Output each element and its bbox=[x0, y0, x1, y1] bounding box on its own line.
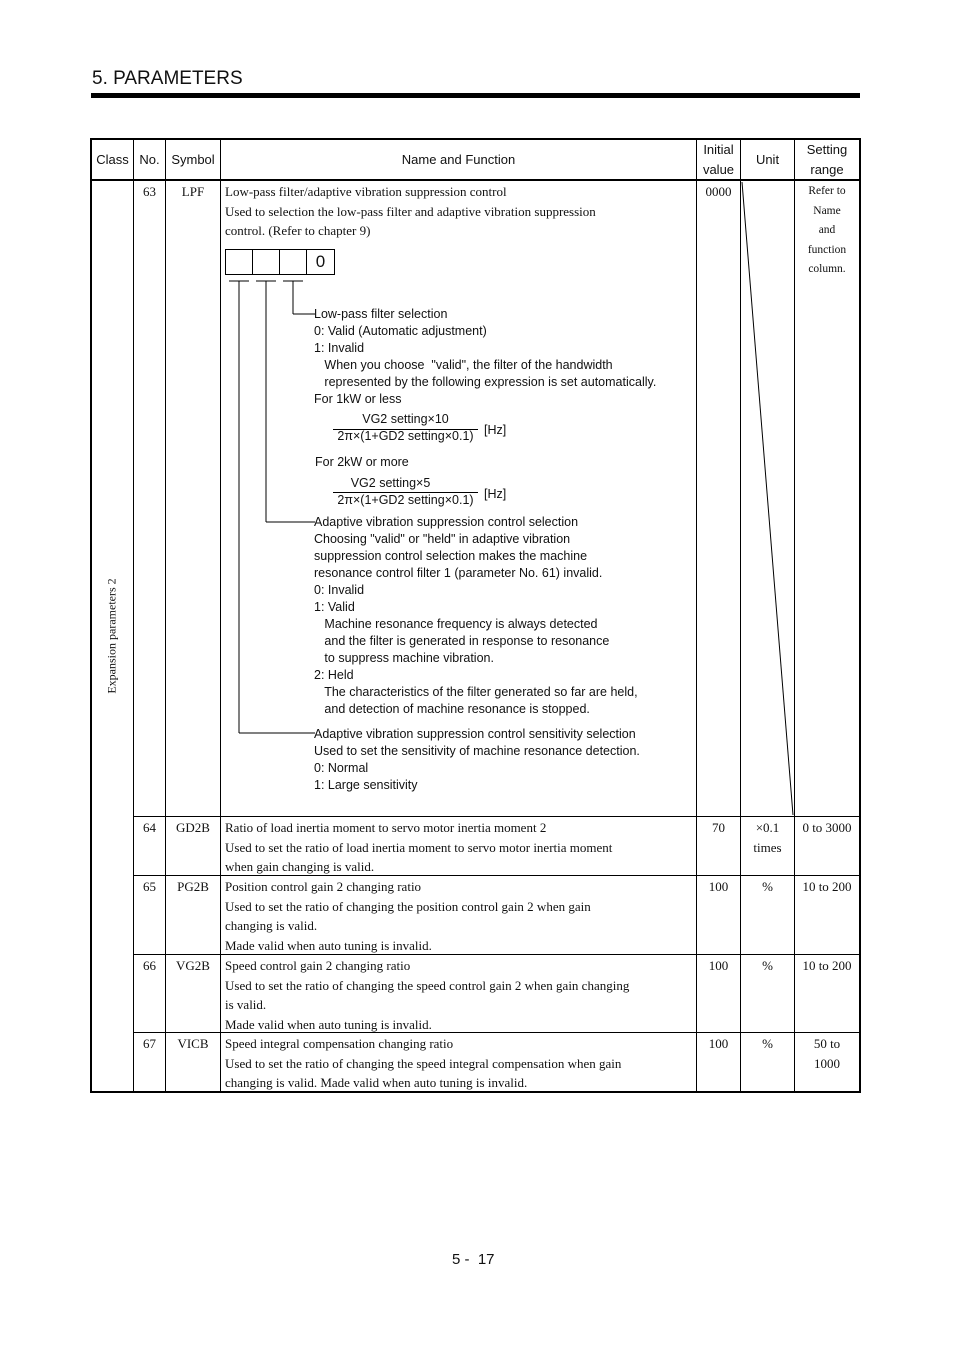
row-65-unit: % bbox=[762, 879, 773, 894]
row-67-range: 50 to 1000 bbox=[813, 1036, 841, 1071]
row-64-symbol: GD2B bbox=[176, 820, 210, 835]
row-66-description: Speed control gain 2 changing ratio Used to set the ratio of changing the speed control gain 2 when gain changing is valid. Made valid when auto tuning is invalid. bbox=[225, 958, 630, 1032]
row-65-symbol: PG2B bbox=[177, 879, 209, 894]
row-65-initial: 100 bbox=[708, 879, 729, 894]
row-66-unit: % bbox=[762, 958, 773, 973]
lpf-selection-block: Low-pass filter selection 0: Valid (Automatic adjustment) 1: Invalid When you choose "valid", the filter of the handwidth represented by the following expression is set automatically. For 1kW or less bbox=[314, 307, 657, 406]
digit-box-2 bbox=[252, 249, 280, 275]
row-66-no: 66 bbox=[143, 958, 156, 973]
header-symbol: Symbol bbox=[171, 152, 215, 167]
header-no: No. bbox=[139, 152, 160, 167]
row-64-no: 64 bbox=[143, 820, 156, 835]
row-67-symbol: VICB bbox=[177, 1036, 209, 1051]
section-title: 5. PARAMETERS bbox=[92, 68, 243, 89]
row-67-unit: % bbox=[762, 1036, 773, 1051]
lpf-setting-range: Refer to Name and function column. bbox=[807, 185, 847, 275]
col-divider-class bbox=[133, 138, 134, 1093]
digit-box-1 bbox=[225, 249, 253, 275]
title-rule bbox=[91, 93, 860, 98]
digit-box-3 bbox=[279, 249, 307, 275]
row-67-description: Speed integral compensation changing ratio Used to set the ratio of changing the speed integral compensation when gain changing is valid. Made valid when auto tuning is invalid. bbox=[225, 1036, 622, 1090]
header-setting-range: Setting range bbox=[806, 142, 848, 177]
formula2-unit: [Hz] bbox=[484, 487, 507, 501]
row-66-symbol: VG2B bbox=[176, 958, 210, 973]
lpf-no: 63 bbox=[143, 184, 156, 199]
col-divider-no bbox=[165, 138, 166, 1093]
class-label: Expansion parameters 2 bbox=[104, 578, 119, 694]
header-unit: Unit bbox=[755, 152, 780, 167]
table-border-left bbox=[90, 138, 92, 1093]
formula1-unit: [Hz] bbox=[484, 423, 507, 437]
formula2-numerator: VG2 setting×5 bbox=[350, 476, 431, 490]
row-64-description: Ratio of load inertia moment to servo motor inertia moment 2 Used to set the ratio of load inertia moment to servo motor inertia moment when gain changing is valid. bbox=[225, 820, 613, 874]
header-name-function: Name and Function bbox=[401, 152, 516, 167]
unit-na-diagonal bbox=[740, 180, 795, 817]
for-2kw-label: For 2kW or more bbox=[315, 455, 409, 469]
row-64-unit: ×0.1 times bbox=[753, 820, 782, 855]
col-divider-symbol bbox=[220, 138, 221, 1093]
row-67-no: 67 bbox=[143, 1036, 156, 1051]
formula1-denominator: 2π×(1+GD2 setting×0.1) bbox=[337, 429, 474, 443]
table-border-right bbox=[859, 138, 861, 1093]
lpf-symbol: LPF bbox=[181, 184, 205, 199]
lpf-initial: 0000 bbox=[705, 184, 732, 199]
lpf-description: Low-pass filter/adaptive vibration suppression control Used to selection the low-pass filter and adaptive vibration suppression control. (Refer to chapter 9) bbox=[225, 184, 596, 238]
row-66-range: 10 to 200 bbox=[802, 958, 852, 973]
row-65-description: Position control gain 2 changing ratio Used to set the ratio of changing the position control gain 2 when gain changing is valid. Made valid when auto tuning is invalid. bbox=[225, 879, 591, 953]
row-65-no: 65 bbox=[143, 879, 156, 894]
row-66-initial: 100 bbox=[708, 958, 729, 973]
page-number: 5 - 17 bbox=[452, 1251, 495, 1268]
header-initial-value: Initial value bbox=[702, 142, 735, 177]
row-64-initial: 70 bbox=[712, 820, 725, 835]
row-65-range: 10 to 200 bbox=[802, 879, 852, 894]
formula1-numerator: VG2 setting×10 bbox=[362, 412, 449, 426]
digit-connectors bbox=[225, 276, 317, 736]
row-64-range: 0 to 3000 bbox=[802, 820, 852, 835]
avs-selection-block: Adaptive vibration suppression control selection Choosing "valid" or "held" in adaptive vibration suppression control selection makes the machine resonance control filter 1 (parameter No. 61) invalid. 0: Invalid 1: Valid Machine resonance frequency is always detected and the filter is generated in response to resonance to suppress machine vibration. 2: Held The characteristics of the filter generated so far are held, and detection of machine resonance is stopped. bbox=[314, 515, 638, 716]
digit-box-4: 0 bbox=[306, 249, 335, 275]
avs-sensitivity-block: Adaptive vibration suppression control sensitivity selection Used to set the sensitivity of machine resonance detection. 0: Normal 1: Large sensitivity bbox=[314, 727, 640, 792]
header-class: Class bbox=[96, 152, 129, 167]
row-67-initial: 100 bbox=[708, 1036, 729, 1051]
formula2-denominator: 2π×(1+GD2 setting×0.1) bbox=[337, 493, 474, 507]
col-divider-name bbox=[696, 138, 697, 1093]
table-border-top bbox=[90, 138, 861, 140]
